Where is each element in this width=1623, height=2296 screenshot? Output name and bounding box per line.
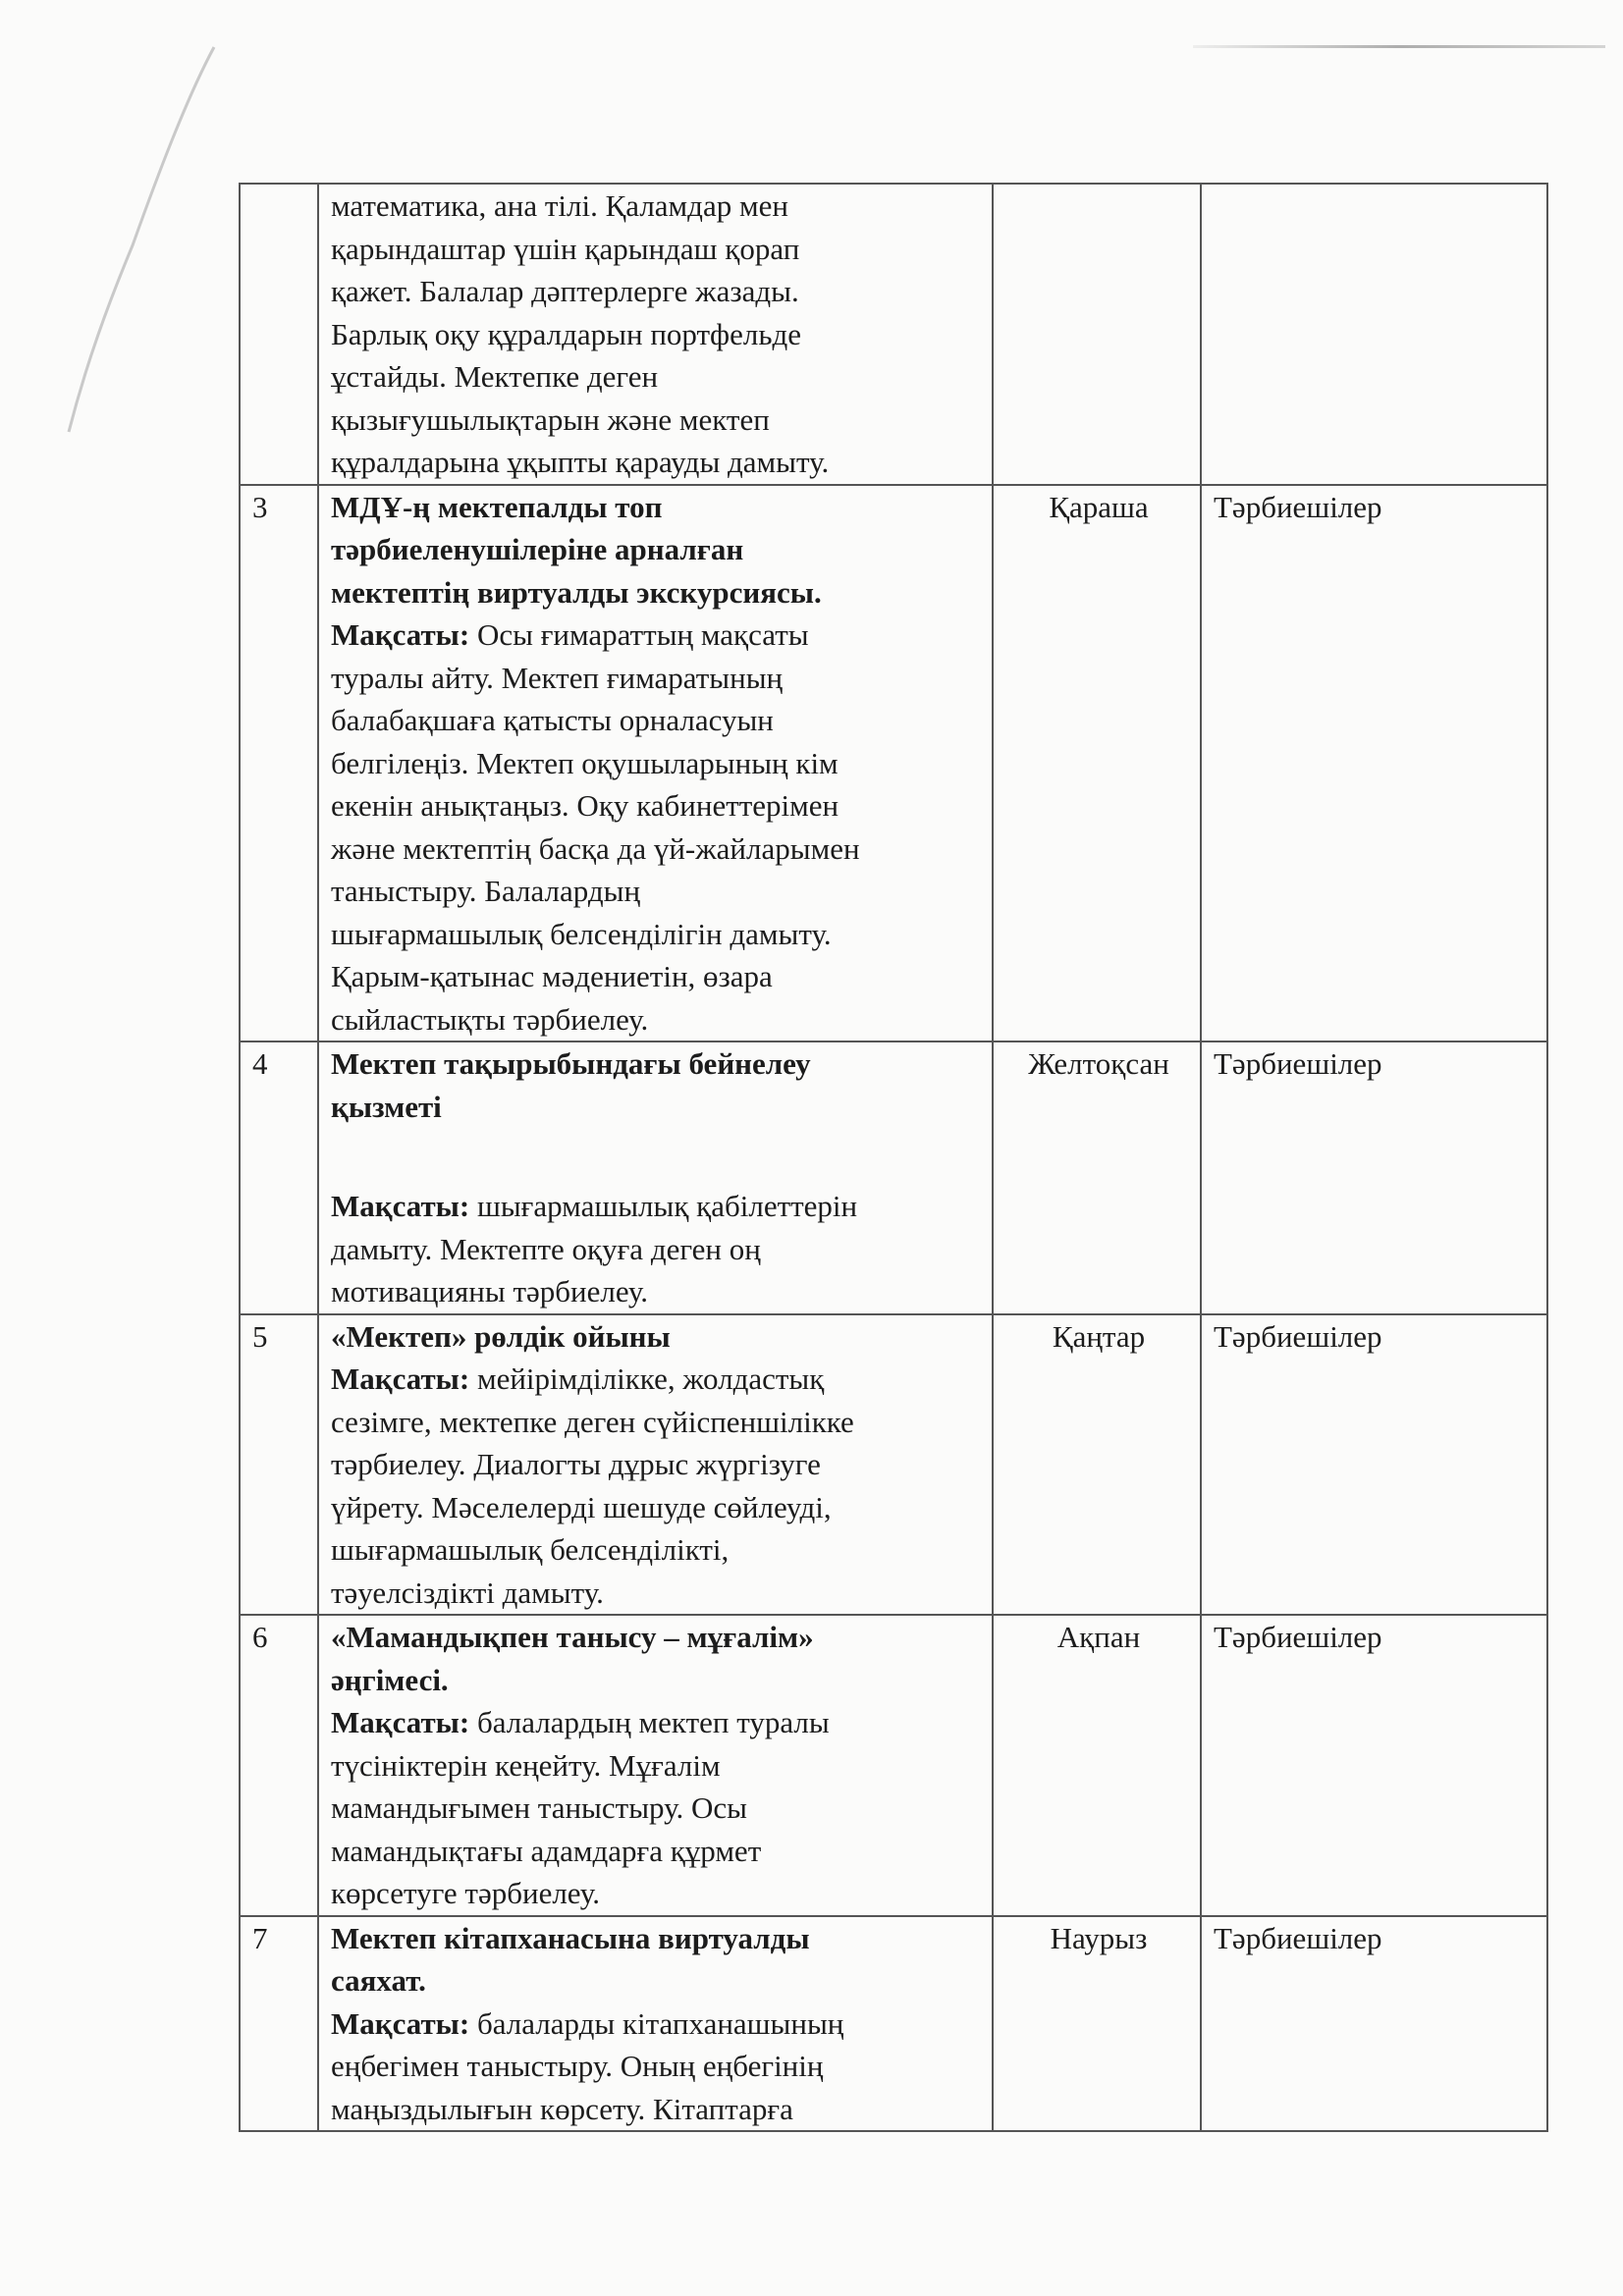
row-number: 7 — [240, 1916, 318, 2132]
event-description — [318, 184, 993, 485]
responsible-persons: Тәрбиешілер — [1201, 1615, 1547, 1916]
goal-text-line: түсініктерін кеңейту. Мұғалім — [331, 1747, 721, 1783]
event-month: Желтоқсан — [993, 1041, 1201, 1314]
row-number: 3 — [240, 485, 318, 1042]
goal-text-line: үйрету. Мәселелерді шешуде сөйлеуді, — [331, 1489, 832, 1524]
goal-label: Мақсаты: — [331, 617, 470, 652]
goal-label: Мақсаты: — [331, 1705, 470, 1739]
event-title-line: тәрбиеленушілеріне арналған — [331, 532, 744, 566]
goal-label: Мақсаты: — [331, 2005, 470, 2041]
goal-line — [331, 2002, 984, 2046]
responsible-persons: Тәрбиешілер — [1201, 1041, 1547, 1314]
goal-text-line: таныстыру. Балалардың — [331, 874, 641, 908]
blank-gap — [331, 1128, 984, 1185]
goal-text-line: дамыту. Мектепте оқуға деген оң — [331, 1231, 761, 1266]
event-title-line: «Мамандықпен танысу – мұғалім» — [331, 1620, 814, 1654]
row-number — [240, 184, 318, 485]
table-row — [240, 1615, 1547, 1916]
event-month: Ақпан — [993, 1615, 1201, 1916]
event-month — [993, 184, 1201, 485]
event-description — [318, 1041, 993, 1314]
goal-text-line: балабақшаға қатысты орналасуын — [331, 703, 774, 737]
responsible-persons: Тәрбиешілер — [1201, 1916, 1547, 2132]
goal-text-line: тәрбиелеу. Диалогты дұрыс жүргізуге — [331, 1447, 821, 1481]
event-title-line: МДҰ-ң мектепалды топ — [331, 489, 663, 524]
table-row — [240, 1041, 1547, 1314]
responsible-persons — [1201, 184, 1547, 485]
event-description — [318, 1314, 993, 1616]
table-row — [240, 485, 1547, 1042]
goal-text-line: Қарым-қатынас мәдениетін, өзара — [331, 959, 773, 993]
goal-label: Мақсаты: — [331, 1189, 470, 1223]
goal-text-line: мамандықтағы адамдарға құрмет — [331, 1833, 762, 1868]
responsible-persons: Тәрбиешілер — [1201, 1314, 1547, 1616]
goal-text-line: және мектептің басқа да үй-жайларымен — [331, 830, 860, 866]
goal-text: балалардың мектеп туралы — [469, 1705, 830, 1739]
goal-text-line: белгілеңіз. Мектеп оқушыларының кім — [331, 745, 839, 780]
description-line: математика, ана тілі. Қаламдар мен — [331, 188, 788, 223]
goal-text: шығармашылық қабілеттерін — [469, 1189, 858, 1223]
description-line: қажет. Балалар дәптерлерге жазады. — [331, 274, 799, 308]
event-description — [318, 485, 993, 1042]
goal-line — [331, 614, 984, 657]
event-title-line: «Мектеп» рөлдік ойыны — [331, 1318, 671, 1354]
event-month: Қаңтар — [993, 1314, 1201, 1616]
goal-text-line: сезімге, мектепке деген сүйіспеншілікке — [331, 1404, 854, 1439]
goal-text-line: шығармашылық белсенділігін дамыту. — [331, 916, 832, 951]
goal-text: мейірімділікке, жолдастық — [469, 1362, 825, 1396]
event-title-line: қызметі — [331, 1089, 442, 1124]
table-row — [240, 1314, 1547, 1616]
event-title-line: саяхат. — [331, 1963, 426, 1998]
goal-line — [331, 1701, 984, 1744]
description-line: қызығушылықтарын және мектеп — [331, 401, 770, 437]
event-title-line: Мектеп кітапханасына виртуалды — [331, 1920, 810, 1955]
table-row — [240, 184, 1547, 485]
goal-text: Осы ғимараттың мақсаты — [469, 617, 809, 652]
goal-text-line: тәуелсіздікті дамыту. — [331, 1575, 604, 1610]
event-title-line: Мектеп тақырыбындағы бейнелеу — [331, 1046, 811, 1081]
description-line: құралдарына ұқыпты қарауды дамыту. — [331, 445, 830, 479]
event-title-line: әңгімесі. — [331, 1662, 449, 1697]
goal-text-line: туралы айту. Мектеп ғимаратының — [331, 660, 784, 695]
description-line: қарындаштар үшін қарындаш қорап — [331, 231, 800, 266]
event-description — [318, 1615, 993, 1916]
row-number: 5 — [240, 1314, 318, 1616]
event-title-line: мектептің виртуалды экскурсиясы. — [331, 574, 822, 610]
scan-edge-line — [1193, 45, 1605, 48]
row-number: 4 — [240, 1041, 318, 1314]
goal-label: Мақсаты: — [331, 1362, 470, 1396]
scan-edge-curve — [39, 39, 236, 452]
event-plan-table — [239, 183, 1548, 2132]
responsible-persons: Тәрбиешілер — [1201, 485, 1547, 1042]
goal-text-line: шығармашылық белсенділікті, — [331, 1532, 730, 1567]
description-line: Барлық оқу құралдарын портфельде — [331, 316, 802, 351]
goal-line — [331, 1358, 984, 1401]
description-line: ұстайды. Мектепке деген — [331, 359, 659, 394]
goal-text-line: мотивацияны тәрбиелеу. — [331, 1274, 648, 1308]
event-month: Қараша — [993, 485, 1201, 1042]
row-number: 6 — [240, 1615, 318, 1916]
goal-text-line: маңыздылығын көрсету. Кітаптарға — [331, 2091, 793, 2126]
table-row — [240, 1916, 1547, 2132]
goal-line — [331, 1185, 984, 1228]
goal-text-line: мамандығымен таныстыру. Осы — [331, 1790, 747, 1825]
event-description — [318, 1916, 993, 2132]
goal-text-line: көрсетуге тәрбиелеу. — [331, 1876, 600, 1910]
goal-text: балаларды кітапханашының — [469, 2005, 844, 2041]
goal-text-line: сыйластықты тәрбиелеу. — [331, 1001, 649, 1037]
goal-text-line: екенін анықтаңыз. Оқу кабинеттерімен — [331, 788, 839, 823]
goal-text-line: еңбегімен таныстыру. Оның еңбегінің — [331, 2049, 824, 2083]
event-month: Наурыз — [993, 1916, 1201, 2132]
